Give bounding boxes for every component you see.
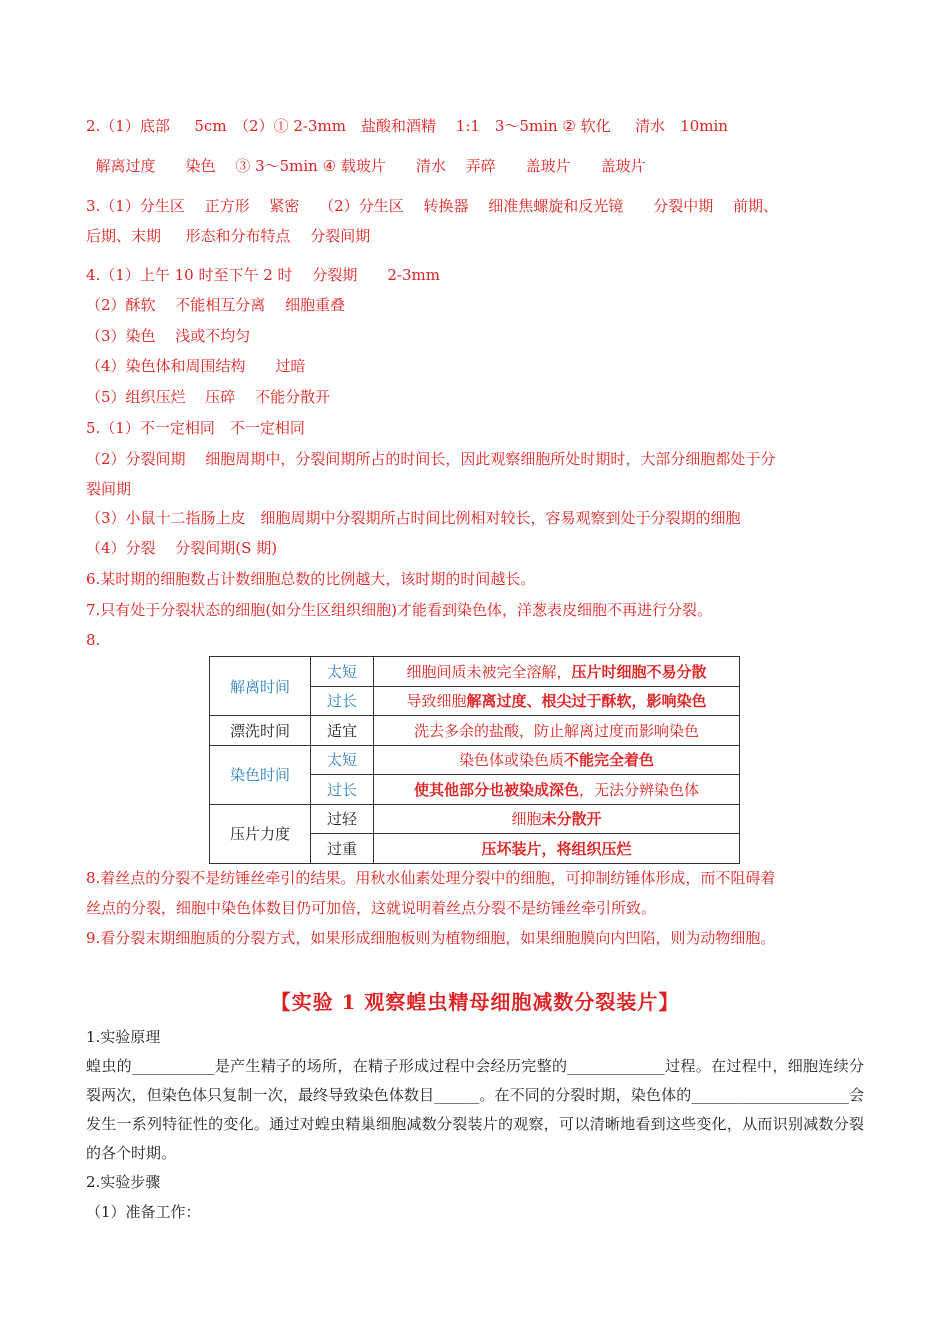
answer-4-line-1: 4.（1）上午 10 时至下午 2 时 分裂期 2-3mm <box>86 266 440 284</box>
effect-text: 细胞 <box>511 810 542 829</box>
effect-text: ，无法分辨染色体 <box>579 780 700 799</box>
table-cell-effect <box>374 804 740 834</box>
table-cell-effect <box>374 745 740 775</box>
answer-2-line-1: 2.（1）底部 5cm （2）① 2-3mm 盐酸和酒精 1:1 3～5min ② 软化 清水 10min <box>86 117 728 135</box>
table-row <box>210 716 740 746</box>
answer-6: 6.某时期的细胞数占计数细胞总数的比例越大，该时期的时间越长。 <box>86 570 536 588</box>
table-cell-effect: 压坏装片，将组织压烂 <box>374 834 740 864</box>
answer-9: 9.看分裂末期细胞质的分裂方式，如果形成细胞板则为植物细胞，如果细胞膜向内凹陷，则为动物细胞。 <box>86 929 776 947</box>
answer-8-label: 8. <box>86 631 101 649</box>
table-cell-effect <box>374 686 740 716</box>
effect-bold-text: 压片时细胞不易分散 <box>571 662 707 681</box>
answer-4-line-2: （2）酥软 不能相互分离 细胞重叠 <box>86 296 346 314</box>
table-row <box>210 745 740 775</box>
table-cell-condition: 太短 <box>311 657 374 687</box>
answer-8-explanation-line-1: 8.着丝点的分裂不是纺锤丝牵引的结果。用秋水仙素处理分裂中的细胞，可抑制纺锤体形成，而不阻碍着 <box>86 869 776 887</box>
table-cell-condition: 过轻 <box>311 804 374 834</box>
effect-text: 细胞间质未被完全溶解， <box>406 662 572 681</box>
answer-4-line-4: （4）染色体和周围结构 过暗 <box>86 357 306 375</box>
table-cell-effect: 洗去多余的盐酸，防止解离过度而影响染色 <box>374 716 740 746</box>
table-cell-effect <box>374 775 740 805</box>
answer-4-line-3: （3）染色 浅或不均匀 <box>86 327 251 345</box>
answer-5-line-3: 裂间期 <box>86 480 132 498</box>
effect-bold-text: 未分散开 <box>541 810 602 829</box>
principle-heading: 1.实验原理 <box>86 1028 161 1046</box>
effect-bold-text: 不能完全着色 <box>564 751 655 770</box>
table-cell-effect <box>374 657 740 687</box>
table-cell-group: 染色时间 <box>210 745 311 804</box>
table-cell-group: 压片力度 <box>210 804 311 863</box>
steps-heading: 2.实验步骤 <box>86 1173 161 1191</box>
answer-5-line-2: （2）分裂间期 细胞周期中，分裂间期所占的时间长，因此观察细胞所处时期时，大部分细胞都处于分 <box>86 450 776 468</box>
table-cell-condition: 太短 <box>311 745 374 775</box>
answer-5-line-4: （3）小鼠十二指肠上皮 细胞周期中分裂期所占时间比例相对较长，容易观察到处于分裂期的细胞 <box>86 509 741 527</box>
answer-8-explanation-line-2: 丝点的分裂，细胞中染色体数目仍可加倍，这就说明着丝点分裂不是纺锤丝牵引所致。 <box>86 899 657 917</box>
answer-2-line-2: 解离过度 染色 ③ 3～5min ④ 载玻片 清水 弄碎 盖玻片 盖玻片 <box>86 157 646 175</box>
effect-text: 导致细胞 <box>406 692 467 711</box>
table-cell-condition: 适宜 <box>311 716 374 746</box>
answer-5-line-1: 5.（1）不一定相同 不一定相同 <box>86 419 305 437</box>
answer-3-line-2: 后期、末期 形态和分布特点 分裂间期 <box>86 227 371 245</box>
table-cell-group: 漂洗时间 <box>210 716 311 746</box>
table-cell-condition: 过长 <box>311 686 374 716</box>
table-row <box>210 804 740 834</box>
answer-5-line-5: （4）分裂 分裂间期(S 期) <box>86 539 278 557</box>
principle-paragraph: 蝗虫的___________是产生精子的场所，在精子形成过程中会经历完整的_____________过程。在过程中，细胞连续分裂两次，但染色体只复制一次，最终导致染色体数目______。在不同的分裂时期，染色体的_____________________会发生一系列特征性的变化。通过对蝗虫精巢细胞减数分裂装片的观察，可以清晰地看到这些变化，从而识别减数分裂的各个时期。 <box>86 1057 864 1162</box>
effect-bold-text: 解离过度、根尖过于酥软，影响染色 <box>466 692 707 711</box>
table-cell-condition: 过长 <box>311 775 374 805</box>
section-title: 【实验 1 观察蝗虫精母细胞减数分裂装片】 <box>270 990 680 1014</box>
table-row <box>210 657 740 687</box>
answer-7: 7.只有处于分裂状态的细胞(如分生区组织细胞)才能看到染色体，洋葱表皮细胞不再进行分裂。 <box>86 601 713 619</box>
step-1-heading: （1）准备工作： <box>86 1203 201 1221</box>
table-cell-condition: 过重 <box>311 834 374 864</box>
answer-4-line-5: （5）组织压烂 压碎 不能分散开 <box>86 388 331 406</box>
effect-text: 染色体或染色质 <box>458 751 564 770</box>
table-cell-group: 解离时间 <box>210 657 311 716</box>
effect-bold-text: 使其他部分也被染成深色 <box>413 780 579 799</box>
answer-8-table <box>209 656 740 864</box>
answer-3-line-1: 3.（1）分生区 正方形 紧密 （2）分生区 转换器 细准焦螺旋和反光镜 分裂中期 前期、 <box>86 197 779 215</box>
